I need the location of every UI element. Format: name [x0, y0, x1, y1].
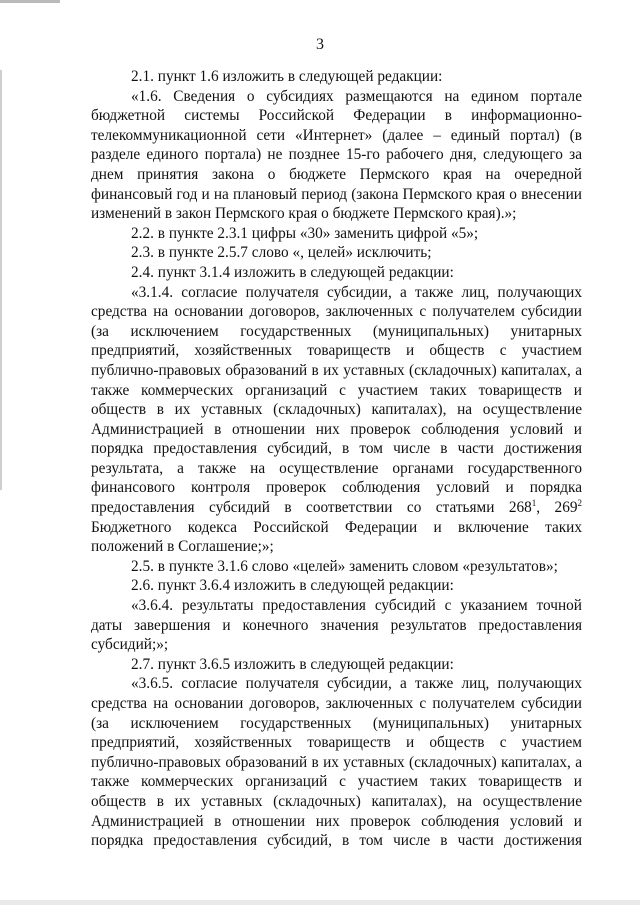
paragraph-2-7: 2.7. пункт 3.6.5 изложить в следующей редакции:	[131, 655, 454, 673]
paragraph-2-5: 2.5. в пункте 3.1.6 слово «целей» заменить словом «результатов»;	[131, 557, 558, 575]
paragraph-2-2: 2.2. в пункте 2.3.1 цифры «30» заменить цифрой «5»;	[131, 224, 479, 242]
superscript-269: 2	[577, 497, 583, 508]
page-number: 3	[316, 36, 324, 53]
paragraph-3-1-4-part-a: «3.1.4. согласие получателя субсидии, а также лиц, получающих средства на основании договоров, заключенных с получателем субсидии (за исключением государственных (муниципальных) унитарных предприятий, хозяйственных товариществ и обществ с участием публично-правовых образований в их уставных (складочных) капиталах, а также коммерческих организаций с участием таких товариществ и обществ в их уставных (складочных) капиталах), на осуществление Администрацией в отношении них проверок соблюдения условий и порядка предоставления субсидий, в том числе в части достижения результата, а также на осуществление органами государственного финансового контроля проверок соблюдения условий и порядка предоставления субсидий в соответствии со статьями 268	[91, 283, 582, 517]
scan-edge-top	[0, 0, 60, 3]
document-body	[91, 67, 582, 851]
scan-edge-left	[0, 70, 2, 490]
scan-edge-bottom	[0, 900, 640, 905]
paragraph-3-1-4-text	[91, 283, 582, 557]
paragraph-3-6-5-text: «3.6.5. согласие получателя субсидии, а также лиц, получающих средства на основании договоров, заключенных с получателем субсидии (за исключением государственных (муниципальных) унитарных предприятий, хозяйственных товариществ и обществ с участием публично-правовых образований в их уставных (складочных) капиталах, а также коммерческих организаций с участием таких товариществ и обществ в их уставных (складочных) капиталах), на осуществление Администрацией в отношении них проверок соблюдения условий и порядка предоставления субсидий, в том числе в части достижения	[91, 675, 582, 850]
superscript-268: 1	[531, 497, 537, 508]
paragraph-1-6-text: «1.6. Сведения о субсидиях размещаются на едином портале бюджетной системы Российской Федерации в информационно-телекоммуникационной сети «Интернет» (далее – единый портал) (в разделе единого портала) не позднее 15-го рабочего дня, следующего за днем принятия закона о бюджете Пермского края на очередной финансовый год и на плановый период (закона Пермского края о внесении изменений в закон Пермского края о бюджете Пермского края).»;	[91, 87, 582, 223]
paragraph-2-3: 2.3. в пункте 2.5.7 слово «, целей» исключить;	[131, 244, 432, 262]
paragraph-2-6: 2.6. пункт 3.6.4 изложить в следующей редакции:	[131, 577, 454, 595]
paragraph-3-1-4-part-b: , 269	[536, 499, 578, 517]
paragraph-2-1: 2.1. пункт 1.6 изложить в следующей редакции:	[131, 68, 443, 85]
paragraph-3-6-4-text: «3.6.4. результаты предоставления субсидий с указанием точной даты завершения и конечного значения результатов предоставления субсидий;»;	[91, 597, 582, 654]
paragraph-3-1-4-part-c: Бюджетного кодекса Российской Федерации и включение таких положений в Соглашение;»;	[91, 518, 582, 556]
paragraph-2-4: 2.4. пункт 3.1.4 изложить в следующей редакции:	[131, 263, 454, 281]
